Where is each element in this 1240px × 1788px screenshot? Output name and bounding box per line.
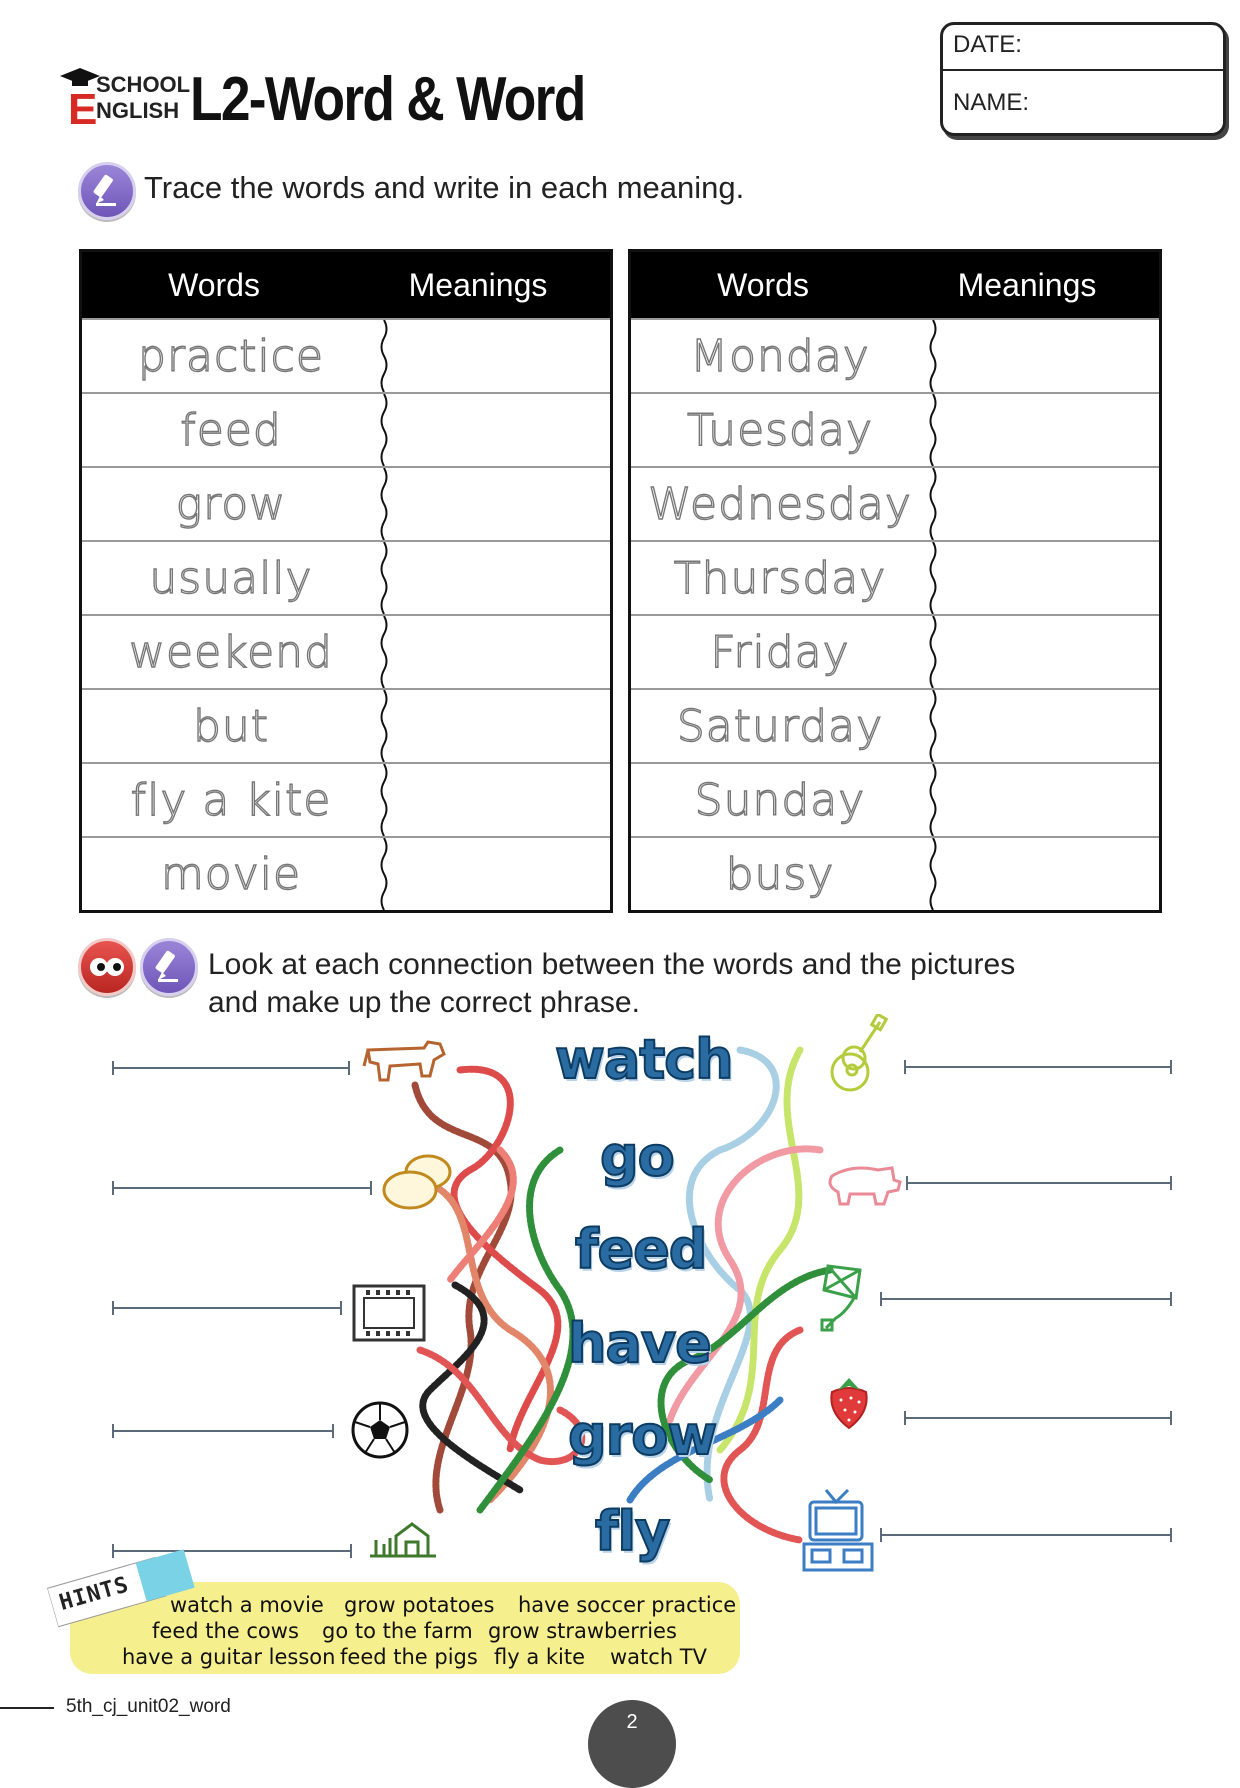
answer-line[interactable] [112, 1430, 334, 1432]
school-english-logo [58, 68, 191, 130]
pencil-badge-icon [78, 162, 136, 220]
verb-grow: grow [568, 1404, 717, 1467]
answer-line[interactable] [880, 1298, 1172, 1300]
table-row [82, 762, 610, 836]
right-word-table [628, 249, 1162, 913]
trace-word: busy [725, 848, 835, 900]
film-icon [352, 1284, 426, 1342]
answer-line[interactable] [880, 1534, 1172, 1536]
answer-line[interactable] [904, 1417, 1172, 1419]
meaning-cell[interactable] [380, 320, 610, 392]
trace-word: usually [149, 552, 313, 604]
trace-word: practice [138, 330, 324, 382]
hints-tag-label: HINTS [56, 1572, 132, 1616]
strawberry-icon [826, 1372, 872, 1430]
table-row [82, 688, 610, 762]
answer-line[interactable] [112, 1067, 350, 1069]
table-row [82, 392, 610, 466]
page-number: 2 [588, 1700, 676, 1788]
meaning-cell[interactable] [380, 616, 610, 688]
table-header [82, 252, 610, 318]
answer-line[interactable] [112, 1187, 372, 1189]
meaning-cell[interactable] [929, 320, 1159, 392]
section2-instruction-line2: and make up the correct phrase. [208, 986, 640, 1019]
meaning-cell[interactable] [380, 394, 610, 466]
meaning-cell[interactable] [929, 690, 1159, 762]
trace-word: Wednesday [648, 478, 912, 530]
hint-phrase: go to the farm [322, 1619, 473, 1643]
answer-line[interactable] [904, 1066, 1172, 1068]
kite-icon [816, 1262, 888, 1334]
meaning-cell[interactable] [929, 468, 1159, 540]
hint-phrase: feed the cows [152, 1619, 299, 1643]
table-header [631, 252, 1159, 318]
hint-phrase: fly a kite [494, 1645, 586, 1669]
hint-phrase: feed the pigs [340, 1645, 478, 1669]
table-row [631, 836, 1159, 910]
page-title: L2-Word & Word [190, 65, 585, 134]
verb-go: go [600, 1125, 674, 1188]
pig-icon [822, 1160, 902, 1210]
hint-phrase: have a guitar lesson [122, 1645, 336, 1669]
meaning-cell[interactable] [380, 468, 610, 540]
logo-text-school: SCHOOL [96, 72, 191, 97]
trace-word: Monday [690, 330, 870, 382]
table-row [631, 318, 1159, 392]
answer-line[interactable] [906, 1182, 1172, 1184]
meaning-cell[interactable] [929, 394, 1159, 466]
trace-word: feed [180, 404, 282, 456]
meaning-cell[interactable] [380, 542, 610, 614]
table-row [82, 836, 610, 910]
verb-watch: watch [555, 1028, 733, 1091]
farm-icon [366, 1520, 438, 1560]
answer-line[interactable] [112, 1550, 352, 1552]
table-row [82, 540, 610, 614]
trace-word: but [192, 700, 270, 752]
trace-word: Tuesday [686, 404, 873, 456]
soccer-ball-icon [350, 1400, 410, 1460]
pencil-badge-icon [140, 938, 198, 996]
col-meanings: Meanings [408, 266, 548, 303]
meaning-cell[interactable] [929, 764, 1159, 836]
table-row [631, 466, 1159, 540]
meaning-cell[interactable] [380, 764, 610, 836]
section1-instruction: Trace the words and write in each meaning. [144, 170, 745, 205]
hint-phrase: grow strawberries [488, 1619, 677, 1643]
hint-phrase: have soccer practice [518, 1593, 737, 1617]
meaning-cell[interactable] [929, 616, 1159, 688]
table-row [631, 392, 1159, 466]
eyes-badge-icon [78, 938, 136, 996]
meaning-cell[interactable] [929, 542, 1159, 614]
potatoes-icon [382, 1150, 454, 1212]
section2-instruction-line1: Look at each connection between the words and the pictures [208, 948, 1016, 981]
table-row [631, 762, 1159, 836]
logo-text-english: NGLISH [96, 98, 180, 123]
verb-fly: fly [595, 1500, 670, 1563]
hint-phrase: grow potatoes [344, 1593, 495, 1617]
meaning-cell[interactable] [929, 838, 1159, 910]
name-field[interactable]: NAME: [953, 89, 1030, 116]
left-word-table [79, 249, 613, 913]
hint-phrase: watch a movie [170, 1593, 324, 1617]
verb-have: have [568, 1312, 711, 1375]
table-row [82, 614, 610, 688]
table-row [631, 540, 1159, 614]
cow-icon [362, 1036, 448, 1092]
svg-text:E: E [68, 85, 98, 130]
verb-feed: feed [575, 1218, 707, 1281]
footer-code: 5th_cj_unit02_word [66, 1696, 231, 1717]
table-row [82, 466, 610, 540]
table-row [631, 688, 1159, 762]
hint-phrase: watch TV [610, 1645, 708, 1669]
footer-rule [0, 1707, 54, 1709]
tv-icon [800, 1486, 876, 1574]
trace-word: fly a kite [130, 774, 332, 826]
answer-line[interactable] [112, 1307, 342, 1309]
trace-word: Friday [710, 626, 850, 678]
table-row [631, 614, 1159, 688]
trace-word: movie [160, 848, 302, 900]
trace-word: weekend [129, 626, 333, 678]
meaning-cell[interactable] [380, 690, 610, 762]
col-meanings: Meanings [957, 266, 1097, 303]
trace-word: Sunday [694, 774, 866, 826]
table-row [82, 318, 610, 392]
col-words: Words [717, 266, 809, 303]
guitar-icon [810, 1014, 890, 1100]
meaning-cell[interactable] [380, 838, 610, 910]
date-field[interactable]: DATE: [943, 25, 1223, 71]
col-words: Words [168, 266, 260, 303]
trace-word: grow [175, 478, 287, 530]
trace-word: Saturday [676, 700, 884, 752]
date-name-box [940, 22, 1226, 136]
trace-word: Thursday [673, 552, 887, 604]
